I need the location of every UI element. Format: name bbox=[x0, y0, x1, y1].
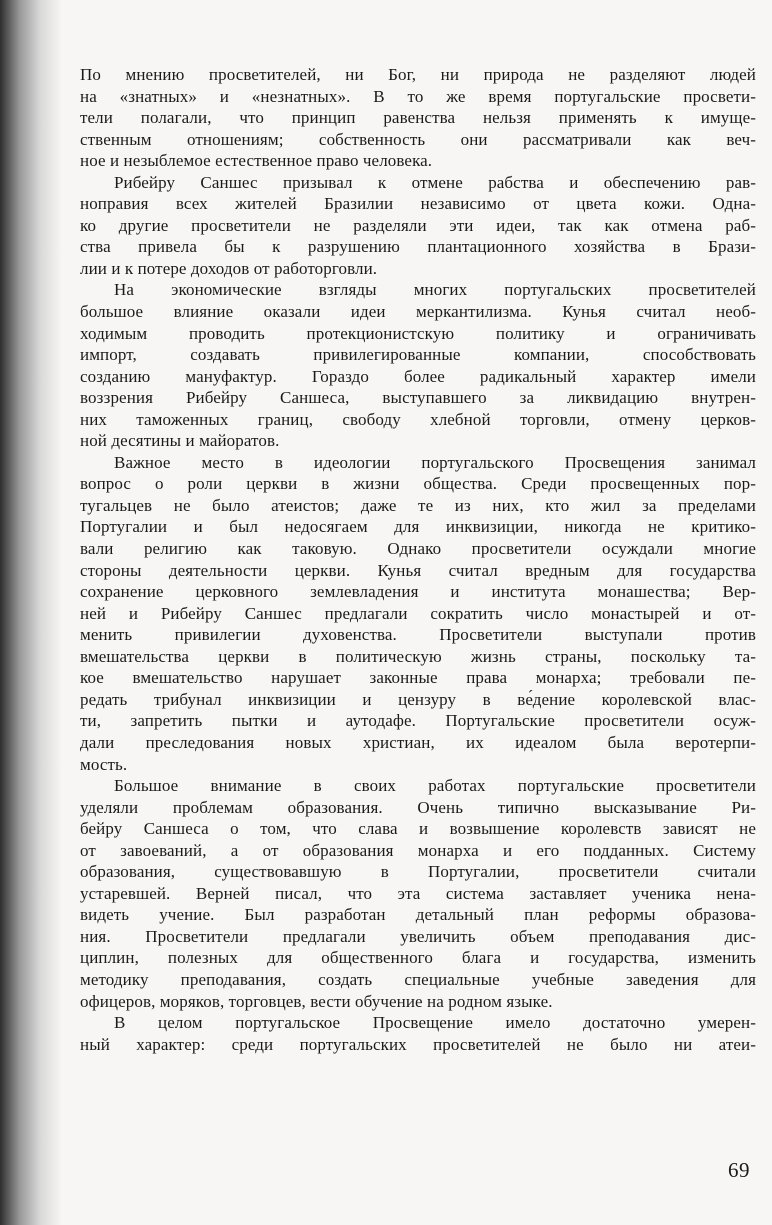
text-line: циплин, полезных для общественного блага и государства, изменить bbox=[80, 948, 756, 968]
text-line: По мнению просветителей, ни Бог, ни природа не разделяют людей bbox=[80, 65, 756, 84]
text-line: образования, существовавшую в Португалии, просветители считали bbox=[80, 862, 756, 882]
paragraph-economic-views bbox=[80, 279, 756, 451]
text-line: ко другие просветители не разделяли эти идеи, так как отмена раб- bbox=[80, 215, 756, 235]
text-line: методику преподавания, создать специальные учебные заведения для bbox=[80, 969, 756, 989]
text-line: тели полагали, что принцип равенства нельзя применять к имуще- bbox=[80, 108, 756, 128]
text-line: устаревшей. Верней писал, что эта система заставляет ученика нена- bbox=[80, 883, 756, 903]
text-line: них таможенных границ, свободу хлебной торговли, отмену церков- bbox=[80, 409, 756, 429]
text-line: ной десятины и майоратов. bbox=[80, 431, 280, 451]
text-line: импорт, создавать привилегированные компании, способствовать bbox=[80, 345, 756, 365]
text-line: видеть учение. Был разработан детальный план реформы образова- bbox=[80, 905, 756, 925]
text-line: офицеров, моряков, торговцев, вести обучение на родном языке. bbox=[80, 991, 553, 1011]
paragraph-church-role bbox=[80, 452, 756, 775]
text-line: ное и незыблемое естественное право человека. bbox=[80, 151, 433, 171]
text-line: мость. bbox=[80, 754, 128, 774]
text-line: уделяли проблемам образования. Очень типично высказывание Ри- bbox=[80, 797, 756, 817]
book-gutter-shadow bbox=[0, 0, 62, 1225]
text-line: ния. Просветители предлагали увеличить объем преподавания дис- bbox=[80, 926, 756, 946]
text-line: кое вмешательство нарушает законные права монарха; требовали пе- bbox=[80, 668, 756, 688]
paragraph-slavery bbox=[80, 172, 756, 280]
text-line: Важное место в идеологии португальского Просвещения занимал bbox=[114, 452, 756, 472]
text-line: воззрения Рибейру Саншеса, выступавшего за ликвидацию внутрен- bbox=[80, 388, 756, 408]
text-line: Португалии и был недосягаем для инквизиции, никогда не критико- bbox=[80, 517, 756, 537]
text-line: лии и к потере доходов от работорговли. bbox=[80, 258, 378, 278]
text-line: от завоеваний, а от образования монарха и его подданных. Систему bbox=[80, 840, 756, 860]
text-line: ходимым проводить протекционистскую политику и ограничивать bbox=[80, 323, 756, 343]
text-line: ноправия всех жителей Бразилии независимо от цвета кожи. Одна- bbox=[80, 194, 756, 214]
paragraph-conclusion bbox=[80, 1012, 756, 1055]
text-line: тугальцев не было атеистов; даже те из них, кто жил за пределами bbox=[80, 495, 756, 515]
text-line: Рибейру Саншес призывал к отмене рабства и обеспечению рав- bbox=[114, 172, 756, 192]
text-line: большое влияние оказали идеи меркантилизма. Кунья считал необ- bbox=[80, 302, 756, 322]
text-line: В целом португальское Просвещение имело достаточно умерен- bbox=[114, 1013, 756, 1033]
text-line: вмешательства церкви в политическую жизнь страны, поскольку та- bbox=[80, 646, 756, 666]
text-line: стороны деятельности церкви. Кунья считал вредным для государства bbox=[80, 560, 756, 580]
paragraph-enlightenment-equality bbox=[80, 64, 756, 172]
text-line: ти, запретить пытки и аутодафе. Португальские просветители осуж- bbox=[80, 711, 756, 731]
text-line: на «знатных» и «незнатных». В то же время португальские просвети- bbox=[80, 86, 756, 106]
paragraph-education bbox=[80, 775, 756, 1012]
text-line: дали преследования новых христиан, их идеалом была веротерпи- bbox=[80, 732, 756, 752]
text-line: ней и Рибейру Саншес предлагали сократить число монастырей и от- bbox=[80, 603, 756, 623]
page-number: 69 bbox=[728, 1158, 750, 1182]
page-body bbox=[80, 64, 756, 1144]
text-line: вопрос о роли церкви в жизни общества. Среди просвещенных пор- bbox=[80, 474, 756, 494]
text-line: ный характер: среди португальских просветителей не было ни атеи- bbox=[80, 1034, 756, 1054]
text-line: сохранение церковного землевладения и института монашества; Вер- bbox=[80, 582, 756, 602]
text-line: созданию мануфактур. Гораздо более радикальный характер имели bbox=[80, 366, 756, 386]
text-line: Большое внимание в своих работах португальские просветители bbox=[114, 776, 756, 796]
text-line: ства привела бы к разрушению плантационного хозяйства в Брази- bbox=[80, 237, 756, 257]
text-line: менить привилегии духовенства. Просветители выступали против bbox=[80, 625, 756, 645]
text-line: редать трибунал инквизиции и цензуру в ве́дение королевской влас- bbox=[80, 689, 756, 709]
text-line: ственным отношениям; собственность они рассматривали как веч- bbox=[80, 129, 756, 149]
text-line: На экономические взгляды многих португальских просветителей bbox=[114, 280, 756, 300]
text-line: вали религию как таковую. Однако просветители осуждали многие bbox=[80, 539, 756, 559]
text-line: бейру Саншеса о том, что слава и возвышение королевств зависят не bbox=[80, 819, 756, 839]
